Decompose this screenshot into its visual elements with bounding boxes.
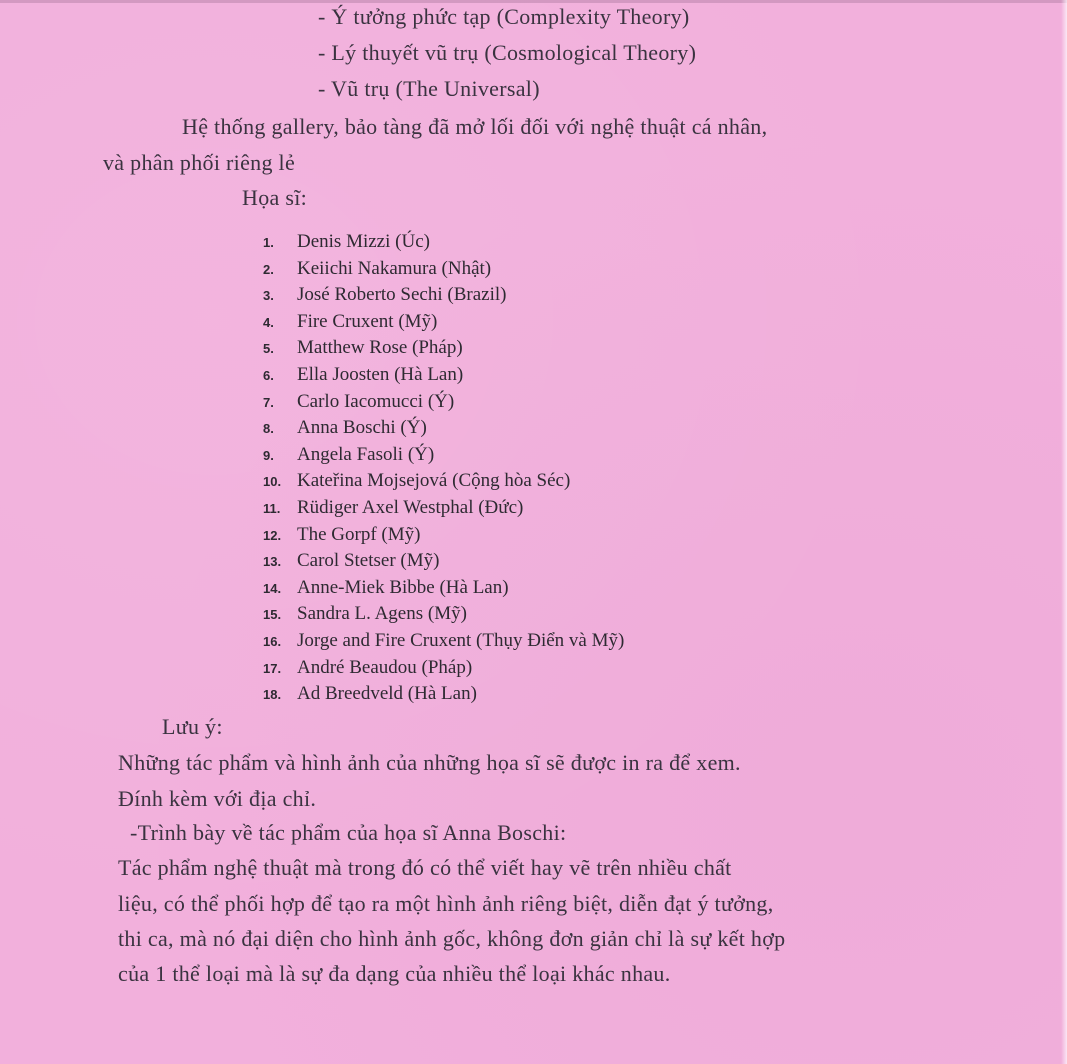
theory-line-complexity: - Ý tưởng phức tạp (Complexity Theory): [318, 4, 690, 29]
list-item-number: 12.: [263, 527, 282, 543]
presentation-heading: -Trình bày về tác phẩm của họa sĩ Anna Boschi:: [130, 820, 567, 845]
list-item-name: Angela Fasoli (Ý): [297, 443, 435, 465]
presentation-line-2: liệu, có thể phối hợp để tạo ra một hình ảnh riêng biệt, diễn đạt ý tưởng,: [118, 891, 774, 916]
list-item: [263, 522, 624, 549]
artists-label: Họa sĩ:: [242, 185, 308, 210]
artist-list: [263, 229, 624, 708]
list-item-number: 2.: [263, 261, 274, 277]
list-item: [263, 229, 624, 256]
list-item: [263, 442, 624, 469]
list-item-name: Jorge and Fire Cruxent (Thụy Điển và Mỹ): [297, 629, 625, 651]
list-item-number: 9.: [263, 447, 274, 463]
list-item-number: 17.: [263, 660, 282, 676]
list-item-number: 1.: [263, 235, 274, 250]
list-item: [263, 548, 624, 575]
list-item: [263, 282, 624, 309]
intro-line-2: và phân phối riêng lẻ: [103, 150, 296, 175]
list-item-number: 13.: [263, 554, 282, 570]
list-item-number: 18.: [263, 687, 282, 703]
list-item-name: Anna Boschi (Ý): [297, 417, 427, 439]
theory-line-cosmological: - Lý thuyết vũ trụ (Cosmological Theory): [318, 40, 697, 65]
list-item-number: 11.: [263, 500, 281, 516]
list-item-name: Ella Joosten (Hà Lan): [297, 363, 464, 385]
list-item: [263, 468, 624, 495]
page-right-edge: [1061, 0, 1067, 1064]
list-item-name: The Gorpf (Mỹ): [297, 523, 421, 545]
list-item-number: 8.: [263, 421, 274, 437]
list-item-name: José Roberto Sechi (Brazil): [297, 284, 507, 306]
list-item-number: 10.: [263, 474, 282, 490]
list-item: [263, 575, 624, 602]
list-item-number: 14.: [263, 580, 282, 596]
list-item-number: 6.: [263, 367, 274, 383]
list-item-name: André Beaudou (Pháp): [297, 656, 473, 678]
list-item-name: Carol Stetser (Mỹ): [297, 550, 440, 572]
list-item: [263, 495, 624, 522]
list-item: [263, 415, 624, 442]
list-item: [263, 628, 624, 655]
list-item-number: 7.: [263, 394, 274, 410]
list-item-name: Kateřina Mojsejová (Cộng hòa Séc): [297, 470, 571, 492]
presentation-line-4: của 1 thể loại mà là sự đa dạng của nhiều thể loại khác nhau.: [118, 961, 671, 986]
list-item: [263, 335, 624, 362]
list-item: [263, 655, 624, 682]
intro-line-1: Hệ thống gallery, bảo tàng đã mở lối đối với nghệ thuật cá nhân,: [182, 114, 768, 139]
list-item-name: Ad Breedveld (Hà Lan): [297, 683, 477, 705]
list-item-number: 5.: [263, 341, 274, 357]
list-item-name: Matthew Rose (Pháp): [297, 337, 463, 359]
note-line-1: Những tác phẩm và hình ảnh của những họa sĩ sẽ được in ra để xem.: [118, 750, 741, 775]
list-item: [263, 362, 624, 389]
list-item-name: Denis Mizzi (Úc): [297, 231, 430, 252]
presentation-line-3: thi ca, mà nó đại diện cho hình ảnh gốc, không đơn giản chỉ là sự kết hợp: [118, 926, 786, 951]
list-item-name: Sandra L. Agens (Mỹ): [297, 603, 467, 625]
list-item-name: Fire Cruxent (Mỹ): [297, 310, 438, 332]
list-item-number: 3.: [263, 288, 274, 304]
note-label: Lưu ý:: [162, 714, 223, 739]
presentation-line-1: Tác phẩm nghệ thuật mà trong đó có thể viết hay vẽ trên nhiều chất: [118, 855, 732, 880]
note-line-2: Đính kèm với địa chỉ.: [118, 786, 317, 811]
list-item-name: Rüdiger Axel Westphal (Đức): [297, 496, 524, 518]
list-item: [263, 681, 624, 708]
list-item-number: 4.: [263, 314, 274, 330]
list-item-number: 15.: [263, 607, 282, 623]
list-item-name: Anne-Miek Bibbe (Hà Lan): [297, 576, 509, 598]
list-item-number: 16.: [263, 633, 282, 649]
list-item: [263, 601, 624, 628]
list-item-name: Keiichi Nakamura (Nhật): [297, 257, 492, 279]
list-item-name: Carlo Iacomucci (Ý): [297, 390, 455, 412]
page-top-edge: [0, 0, 1067, 3]
list-item: [263, 256, 624, 283]
theory-line-universal: - Vũ trụ (The Universal): [318, 76, 540, 101]
list-item: [263, 389, 624, 416]
list-item: [263, 309, 624, 336]
